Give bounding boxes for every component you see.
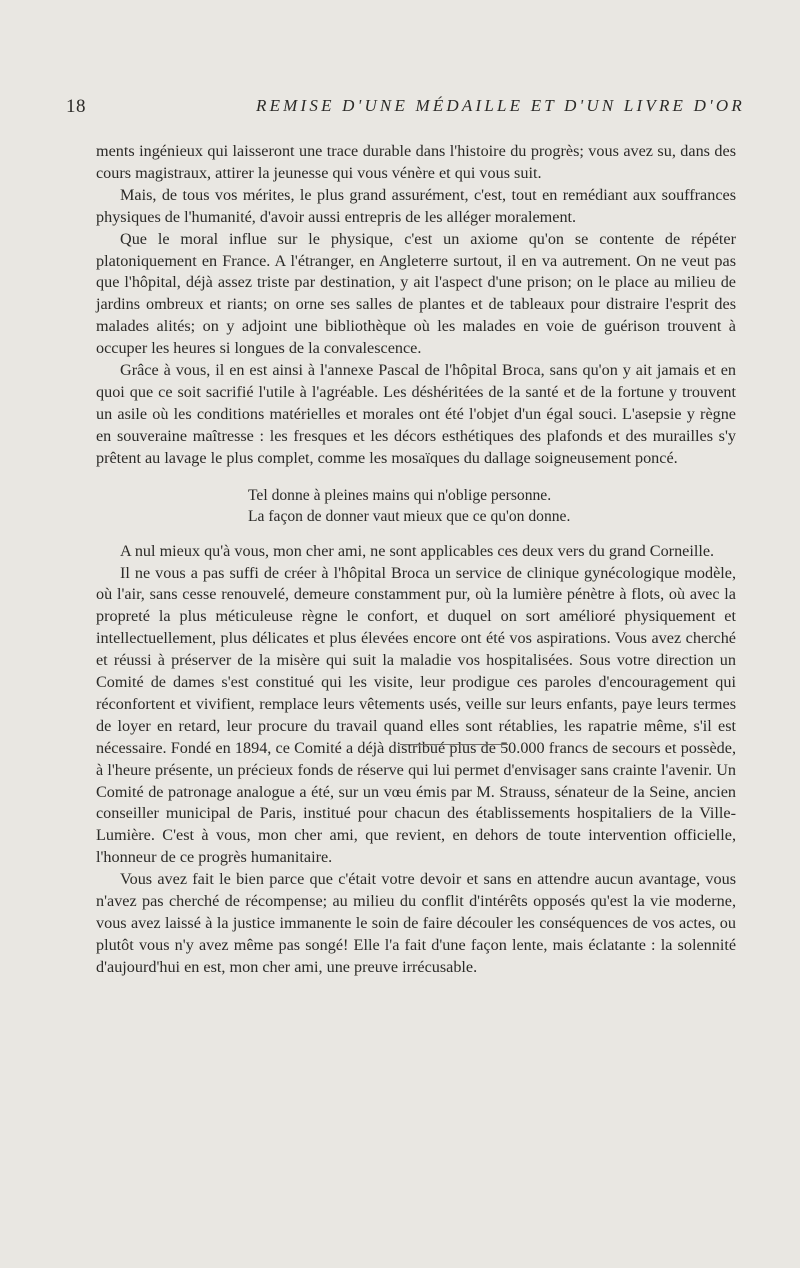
closing-rule [400, 744, 508, 745]
paragraph: Vous avez fait le bien parce que c'était votre devoir et sans en attendre aucun avantage, vous n'avez pas cherché de récompense; au milieu du conflit d'intérêts opposés qu'est la vie moderne, vous avez laissé à la justice immanente le soin de faire découler les conséquences de vos actes, ou plutôt vous n'y avez même pas songé! Elle l'a fait d'une façon lente, mais éclatante : la solennité d'aujourd'hui en est, mon cher ami, une preuve irrécusable. [96, 870, 736, 976]
paragraph: Grâce à vous, il en est ainsi à l'annexe Pascal de l'hôpital Broca, sans qu'on y ait jamais et en quoi que ce soit sacrifié l'utile à l'agréable. Les déshéritées de la santé et de la fortune y trouvent un asile où les conditions matérielles et morales ont été l'objet d'un égal souci. L'asepsie y règne en souveraine maîtresse : les fresques et les décors esthétiques des plafonds et des murailles s'y prêtent au lavage le plus complet, comme les mosaïques du dallage soigneusement poncé. [96, 361, 736, 467]
running-title: REMISE D'UNE MÉDAILLE ET D'UN LIVRE D'OR [256, 96, 745, 115]
paragraph: Il ne vous a pas suffi de créer à l'hôpital Broca un service de clinique gynécologique modèle, où l'air, sans cesse renouvelé, demeure constamment pur, où la lumière pénètre à flots, où avec la propreté la plus méticuleuse règne le confort, et duquel on sort amélioré physiquement et intellectuellement, plus délicates et plus élevées encore ont été vos aspirations. Vous avez cherché et réussi à préserver de la misère qui suit la maladie vos hospitalisées. Sous votre direction un Comité de dames s'est constitué qui les visite, leur prodigue ces paroles d'encouragement qui réconfortent et vivifient, remplace leurs vêtements usés, veille sur leurs enfants, paye leurs termes de loyer en retard, leur procure du travail quand elles sont rétablies, les rapatrie même, s'il est nécessaire. Fondé en 1894, ce Comité a déjà distribué plus de 50.000 francs de secours et possède, à l'heure présente, un précieux fonds de réserve qui lui permet d'envisager sans crainte l'avenir. Un Comité de patronage analogue a été, sur un vœu émis par M. Strauss, sénateur de la Seine, ancien conseiller municipal de Paris, institué pour chacun des établissements hospitaliers de la Ville-Lumière. C'est à vous, mon cher ami, que revient, en dehors de toute intervention officielle, l'honneur de ce progrès humanitaire. [96, 563, 736, 867]
verse-line: Tel donne à pleines mains qui n'oblige personne. [248, 486, 552, 504]
verse-line: La façon de donner vaut mieux que ce qu'on donne. [248, 507, 571, 525]
verse-quotation [96, 485, 736, 527]
paragraph: Mais, de tous vos mérites, le plus grand assurément, c'est, tout en remédiant aux souffrances physiques de l'humanité, d'avoir aussi entrepris de les alléger moralement. [96, 185, 736, 226]
paragraph: A nul mieux qu'à vous, mon cher ami, ne sont applicables ces deux vers du grand Corneille. [120, 541, 715, 560]
paragraph: Que le moral influe sur le physique, c'est un axiome qu'on se contente de répéter platoniquement en France. A l'étranger, en Angleterre surtout, il en va autrement. On ne veut pas que l'hôpital, déjà assez triste par destination, y ait l'aspect d'une prison; on le place au milieu de jardins ombreux et riants; on orne ses salles de plantes et de tableaux pour distraire l'esprit des malades alités; on y adjoint une bibliothèque où les malades en voie de guérison trouvent à occuper les heures si longues de la convalescence. [96, 229, 736, 358]
page-header [60, 96, 745, 130]
body-text [96, 141, 736, 979]
paragraph-continuation: ments ingénieux qui laisseront une trace durable dans l'histoire du progrès; vous avez su, dans des cours magistraux, attirer la jeunesse qui vous vénère et qui vous suit. [96, 142, 736, 182]
page-number: 18 [66, 96, 86, 117]
